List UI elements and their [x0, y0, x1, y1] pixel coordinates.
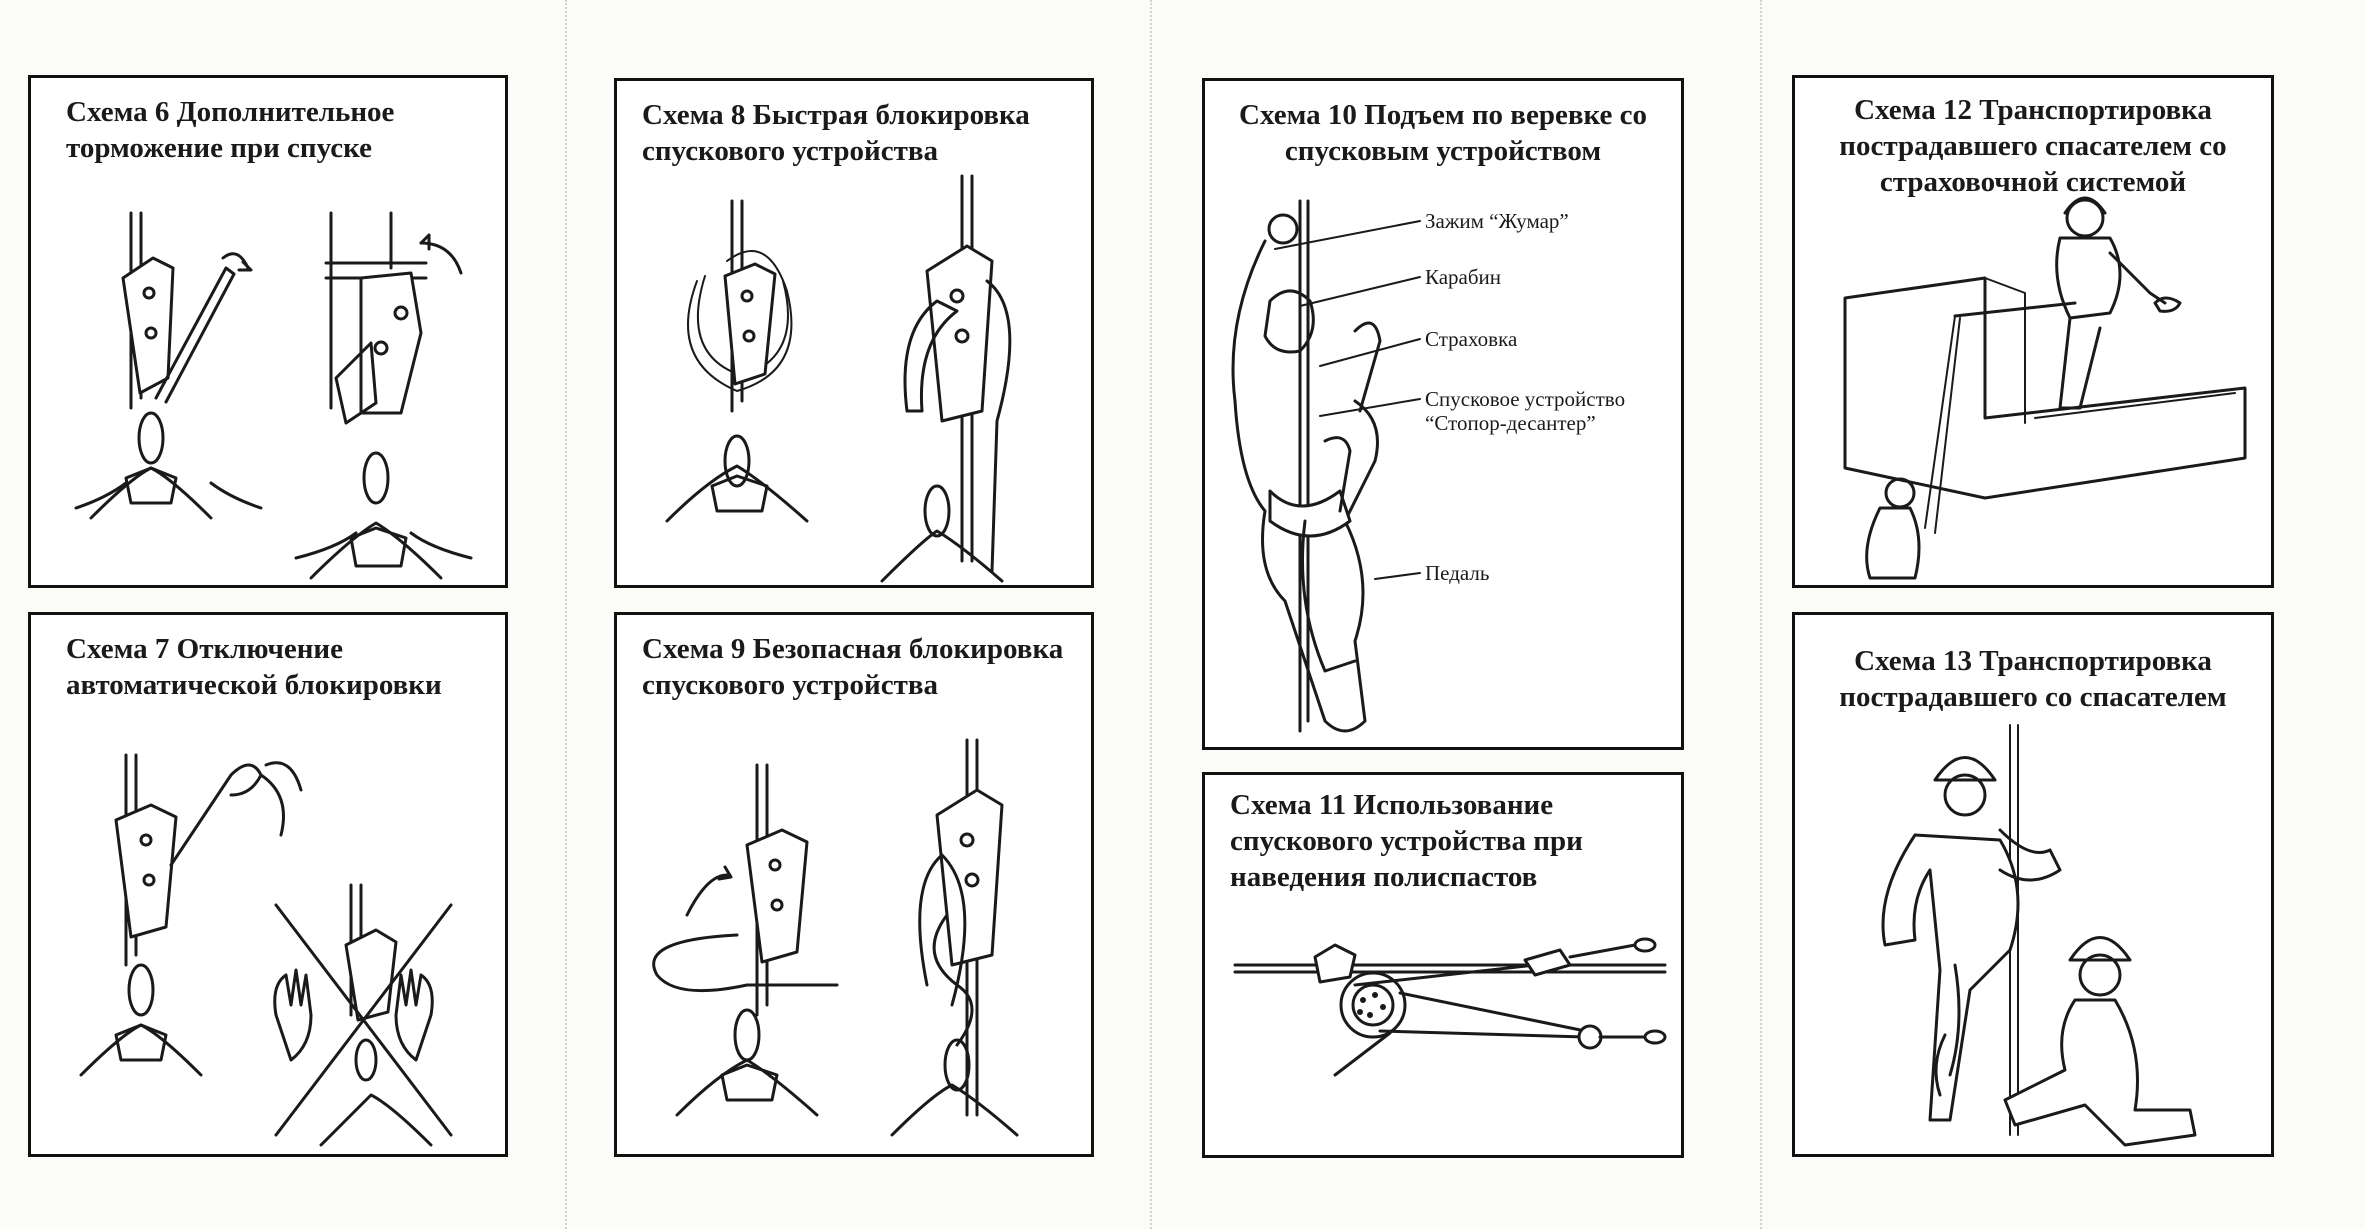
label-strakhovka: Страховка: [1425, 327, 1518, 351]
scheme-6-panel: [28, 75, 508, 588]
scheme-7-panel: [28, 612, 508, 1157]
scheme-12-panel: [1792, 75, 2274, 588]
scheme-8-panel: [614, 78, 1094, 588]
scheme-6-title: Схема 6 Дополнительное торможение при спуске: [66, 96, 395, 164]
scheme-13-illustration: [1795, 615, 2274, 1157]
scheme-11-panel: [1202, 772, 1684, 1158]
scheme-7-title: Схема 7 Отключение автоматической блокировки: [66, 633, 442, 701]
scheme-7-illustration: [31, 615, 508, 1157]
scheme-12-illustration: [1795, 78, 2274, 588]
scheme-12-title: Схема 12 Транспортировка пострадавшего спасателем со страховочной системой: [1839, 94, 2227, 198]
scheme-11-title: Схема 11 Использование спускового устройства при наведения полиспастов: [1230, 789, 1583, 893]
page-fold-3: [1760, 0, 1762, 1229]
label-zhumar: Зажим “Жумар”: [1425, 209, 1569, 233]
label-pedal: Педаль: [1425, 561, 1490, 585]
scheme-9-illustration: [617, 615, 1094, 1157]
page-fold-2: [1150, 0, 1152, 1229]
scheme-9-panel: [614, 612, 1094, 1157]
scheme-9-title: Схема 9 Безопасная блокировка спускового устройства: [642, 633, 1064, 701]
scheme-11-illustration: [1205, 775, 1684, 1158]
label-device: Спусковое устройство “Стопор-десантер”: [1425, 387, 1626, 435]
scheme-10-panel: [1202, 78, 1684, 750]
page-fold-1: [565, 0, 567, 1229]
scheme-10-title: Схема 10 Подъем по веревке со спусковым устройством: [1239, 99, 1647, 167]
scheme-8-title: Схема 8 Быстрая блокировка спускового устройства: [642, 99, 1030, 167]
scheme-13-title: Схема 13 Транспортировка пострадавшего со спасателем: [1839, 645, 2227, 713]
scheme-8-illustration: [617, 81, 1094, 588]
scheme-13-panel: [1792, 612, 2274, 1157]
label-karabin: Карабин: [1425, 265, 1502, 289]
scheme-6-illustration: [31, 78, 508, 588]
